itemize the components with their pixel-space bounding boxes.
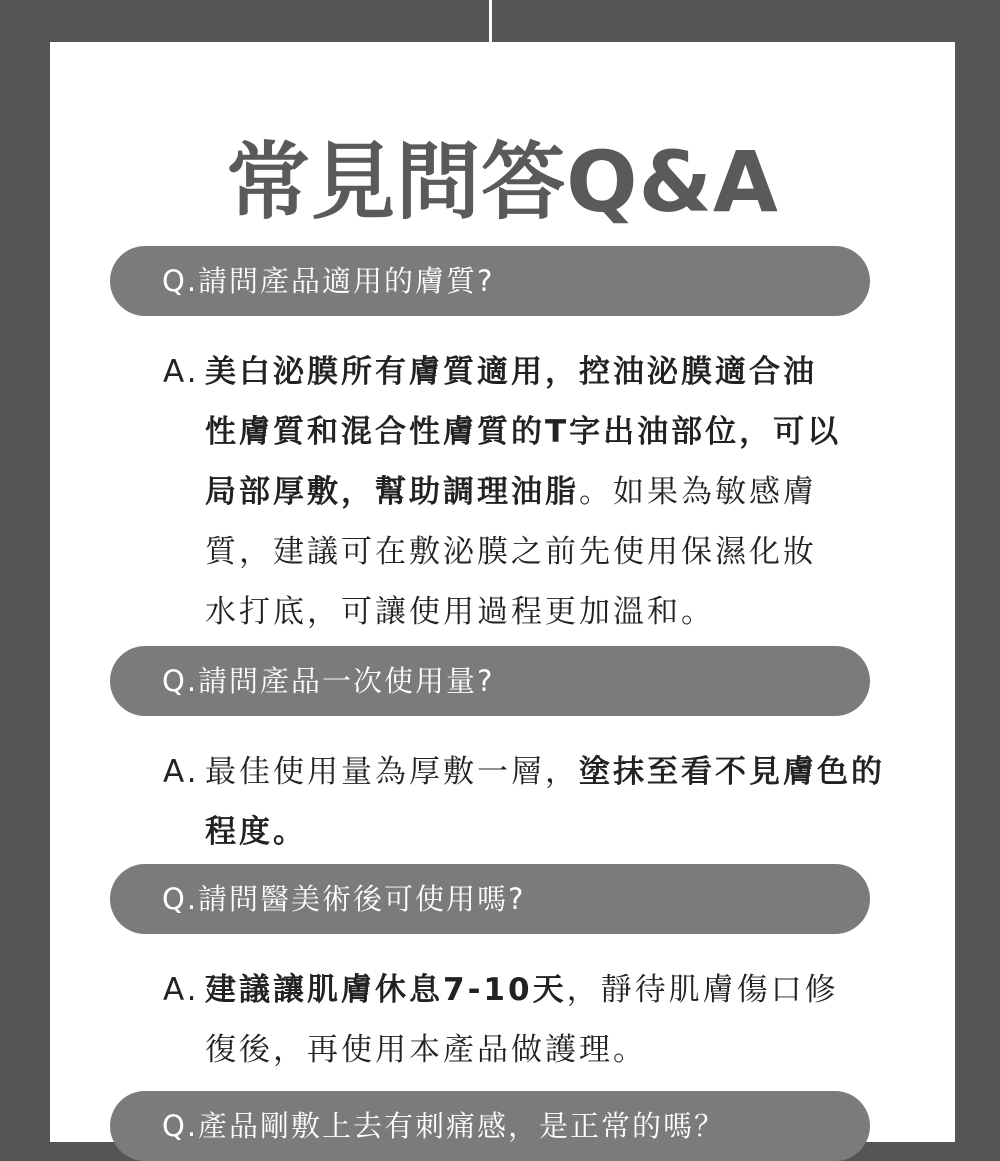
answer-body — [205, 742, 883, 862]
faq-answer-3 — [163, 960, 883, 1080]
answer-line — [205, 1020, 883, 1080]
answer-segment: 性膚質和混合性膚質的T字出油部位，可以 — [205, 414, 842, 450]
faq-panel — [50, 42, 955, 1142]
answer-segment: 局部厚敷，幫助調理油脂 — [205, 474, 579, 510]
answer-line — [205, 522, 883, 582]
answer-segment: 塗抹至看不見膚色的 — [579, 754, 885, 790]
faq-question-3[interactable]: Q.請問醫美術後可使用嗎? — [110, 864, 870, 934]
answer-line — [205, 462, 883, 522]
answer-line — [205, 582, 883, 642]
answer-line — [205, 802, 883, 862]
answer-body — [205, 960, 883, 1080]
answer-body — [205, 342, 883, 642]
answer-segment: 美白泌膜所有膚質適用，控油泌膜適合油 — [205, 354, 817, 390]
faq-answer-2 — [163, 742, 883, 862]
top-divider — [489, 0, 492, 42]
answer-prefix: A. — [163, 754, 200, 790]
answer-line — [205, 342, 883, 402]
answer-line — [205, 960, 883, 1020]
answer-segment: 。如果為敏感膚 — [579, 474, 817, 510]
faq-question-4[interactable]: Q.產品剛敷上去有刺痛感，是正常的嗎？ — [110, 1091, 870, 1161]
answer-segment: 建議讓肌膚休息7-10天 — [205, 972, 567, 1008]
answer-segment: 質，建議可在敷泌膜之前先使用保濕化妝 — [205, 534, 817, 570]
answer-segment: ，靜待肌膚傷口修 — [566, 972, 839, 1008]
answer-line — [205, 742, 883, 802]
answer-segment: 最佳使用量為厚敷一層， — [205, 754, 579, 790]
faq-answer-1 — [163, 342, 883, 642]
answer-line — [205, 402, 883, 462]
answer-segment: 水打底，可讓使用過程更加溫和。 — [205, 594, 715, 630]
page-title: 常見問答Q&A — [226, 133, 779, 231]
answer-prefix: A. — [163, 972, 200, 1008]
faq-question-2[interactable]: Q.請問產品一次使用量? — [110, 646, 870, 716]
answer-segment: 復後，再使用本產品做護理。 — [205, 1032, 647, 1068]
answer-segment: 程度。 — [205, 814, 307, 850]
answer-prefix: A. — [163, 354, 200, 390]
faq-question-1[interactable]: Q.請問產品適用的膚質? — [110, 246, 870, 316]
